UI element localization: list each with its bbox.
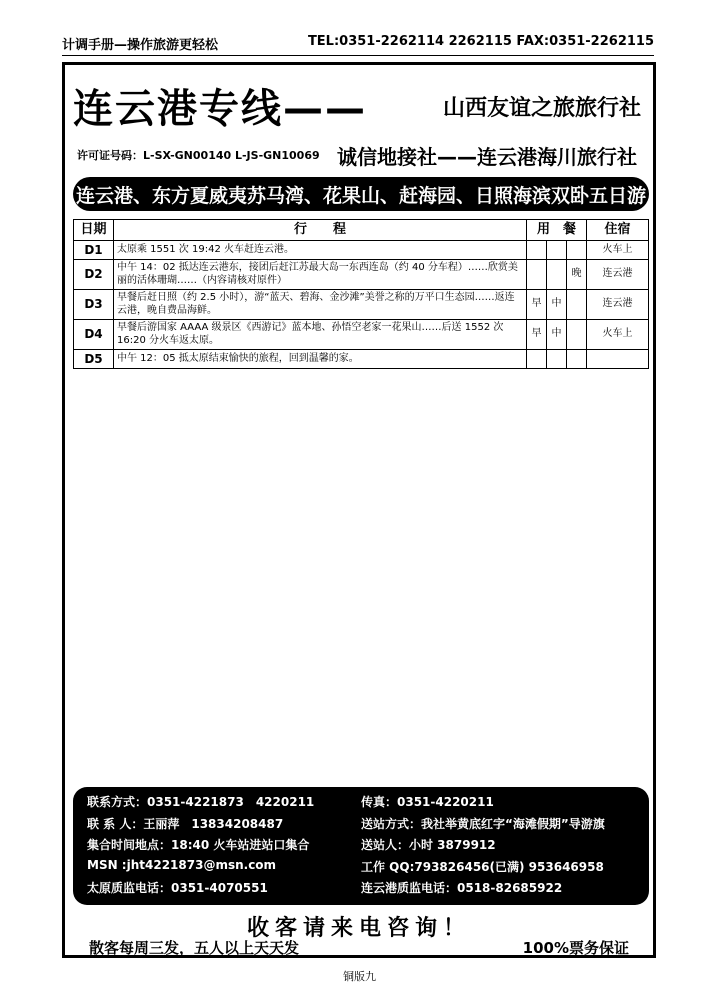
top-bar-phones: TEL:0351-2262114 2262115 FAX:0351-2262115 bbox=[307, 34, 654, 49]
cell-meal-lunch bbox=[547, 259, 567, 289]
tour-banner: 连云港、东方夏威夷苏马湾、花果山、赶海园、日照海滨双卧五日游 bbox=[73, 177, 649, 211]
cell-day: D3 bbox=[74, 289, 114, 319]
itinerary-row bbox=[74, 289, 649, 319]
itinerary-row bbox=[74, 349, 649, 368]
cell-stay bbox=[587, 349, 649, 368]
cell-stay: 火车上 bbox=[587, 319, 649, 349]
contact-line: 连云港质监电话：0518-82685922 bbox=[361, 881, 563, 896]
partner-agency: 诚信地接社——连云港海川旅行社 bbox=[337, 145, 637, 169]
cell-route: 太原乘 1551 次 19:42 火车赶连云港。 bbox=[114, 240, 527, 259]
flyer-frame bbox=[62, 62, 656, 958]
agency-name: 山西友谊之旅旅行社 bbox=[442, 96, 641, 121]
cell-meal-breakfast bbox=[527, 349, 547, 368]
itinerary-row bbox=[74, 259, 649, 289]
license-number: 许可证号码：L-SX-GN00140 L-JS-GN10069 bbox=[77, 149, 320, 162]
cell-day: D2 bbox=[74, 259, 114, 289]
cell-route: 早餐后赶日照（约 2.5 小时），游“蓝天、碧海、金沙滩”美誉之称的万平口生态园……返连云港，晚自费品海鲜。 bbox=[114, 289, 527, 319]
contact-line: 工作 QQ:793826456(已满) 953646958 bbox=[361, 859, 604, 874]
cell-route: 早餐后游国家 AAAA 级景区《西游记》蓝本地、孙悟空老家一花果山……后送 1552 次 16:20 分火车返太原。 bbox=[114, 319, 527, 349]
cell-route: 中午 14：02 抵达连云港东，接团后赶江苏最大岛一东西连岛（约 40 分车程）……欣赏美丽的活体珊瑚……（内容请核对原件） bbox=[114, 259, 527, 289]
top-bar bbox=[62, 34, 654, 56]
cell-stay: 连云港 bbox=[587, 289, 649, 319]
cell-meal-breakfast: 早 bbox=[527, 319, 547, 349]
contact-line: 送站人：小时 3879912 bbox=[361, 838, 496, 853]
contact-line: 传真：0351-4220211 bbox=[361, 795, 494, 809]
itinerary-header bbox=[74, 220, 649, 241]
contact-line: 集合时间地点：18:40 火车站进站口集合 bbox=[87, 838, 310, 853]
contact-line: 联 系 人：王丽萍 13834208487 bbox=[87, 816, 284, 831]
cell-meal-lunch bbox=[547, 349, 567, 368]
itinerary-table bbox=[73, 219, 649, 369]
header-route: 行 程 bbox=[114, 220, 527, 241]
call-to-action: 收客请来电咨询！ bbox=[246, 916, 471, 941]
cell-meal-dinner: 晚 bbox=[567, 259, 587, 289]
contact-line: 联系方式：0351-4221873 4220211 bbox=[87, 795, 315, 809]
cell-meal-breakfast: 早 bbox=[527, 289, 547, 319]
departure-schedule: 散客每周三发，五人以上天天发 bbox=[89, 939, 300, 957]
top-bar-slogan: 计调手册—操作旅游更轻松 bbox=[62, 38, 219, 53]
bottom-line bbox=[89, 937, 629, 958]
cell-meal-dinner bbox=[567, 289, 587, 319]
cell-meal-lunch: 中 bbox=[547, 319, 567, 349]
cell-meal-breakfast bbox=[527, 240, 547, 259]
contact-line: 送站方式：我社举黄底红字“海滩假期”导游旗 bbox=[361, 816, 605, 831]
cell-stay: 火车上 bbox=[587, 240, 649, 259]
ticket-guarantee: 100%票务保证 bbox=[522, 939, 629, 957]
page-number: 铜版九 bbox=[343, 970, 376, 983]
contact-line: MSN :jht4221873@msn.com bbox=[87, 857, 277, 872]
cell-meal-lunch: 中 bbox=[547, 289, 567, 319]
cell-route: 中午 12：05 抵太原结束愉快的旅程，回到温馨的家。 bbox=[114, 349, 527, 368]
header-day: 日期 bbox=[74, 220, 114, 241]
contact-line: 太原质监电话：0351-4070551 bbox=[87, 881, 268, 896]
itinerary-row bbox=[74, 319, 649, 349]
cell-meal-dinner bbox=[567, 319, 587, 349]
cell-meal-lunch bbox=[547, 240, 567, 259]
header-stay: 住宿 bbox=[587, 220, 649, 241]
cell-day: D1 bbox=[74, 240, 114, 259]
cell-stay: 连云港 bbox=[587, 259, 649, 289]
cell-day: D4 bbox=[74, 319, 114, 349]
itinerary-rows bbox=[74, 240, 649, 368]
contact-box bbox=[73, 787, 649, 905]
cell-day: D5 bbox=[74, 349, 114, 368]
header-meal: 用 餐 bbox=[527, 220, 587, 241]
headline: 连云港专线—— bbox=[73, 86, 367, 132]
cell-meal-breakfast bbox=[527, 259, 547, 289]
itinerary-row bbox=[74, 240, 649, 259]
cell-meal-dinner bbox=[567, 349, 587, 368]
cell-meal-dinner bbox=[567, 240, 587, 259]
